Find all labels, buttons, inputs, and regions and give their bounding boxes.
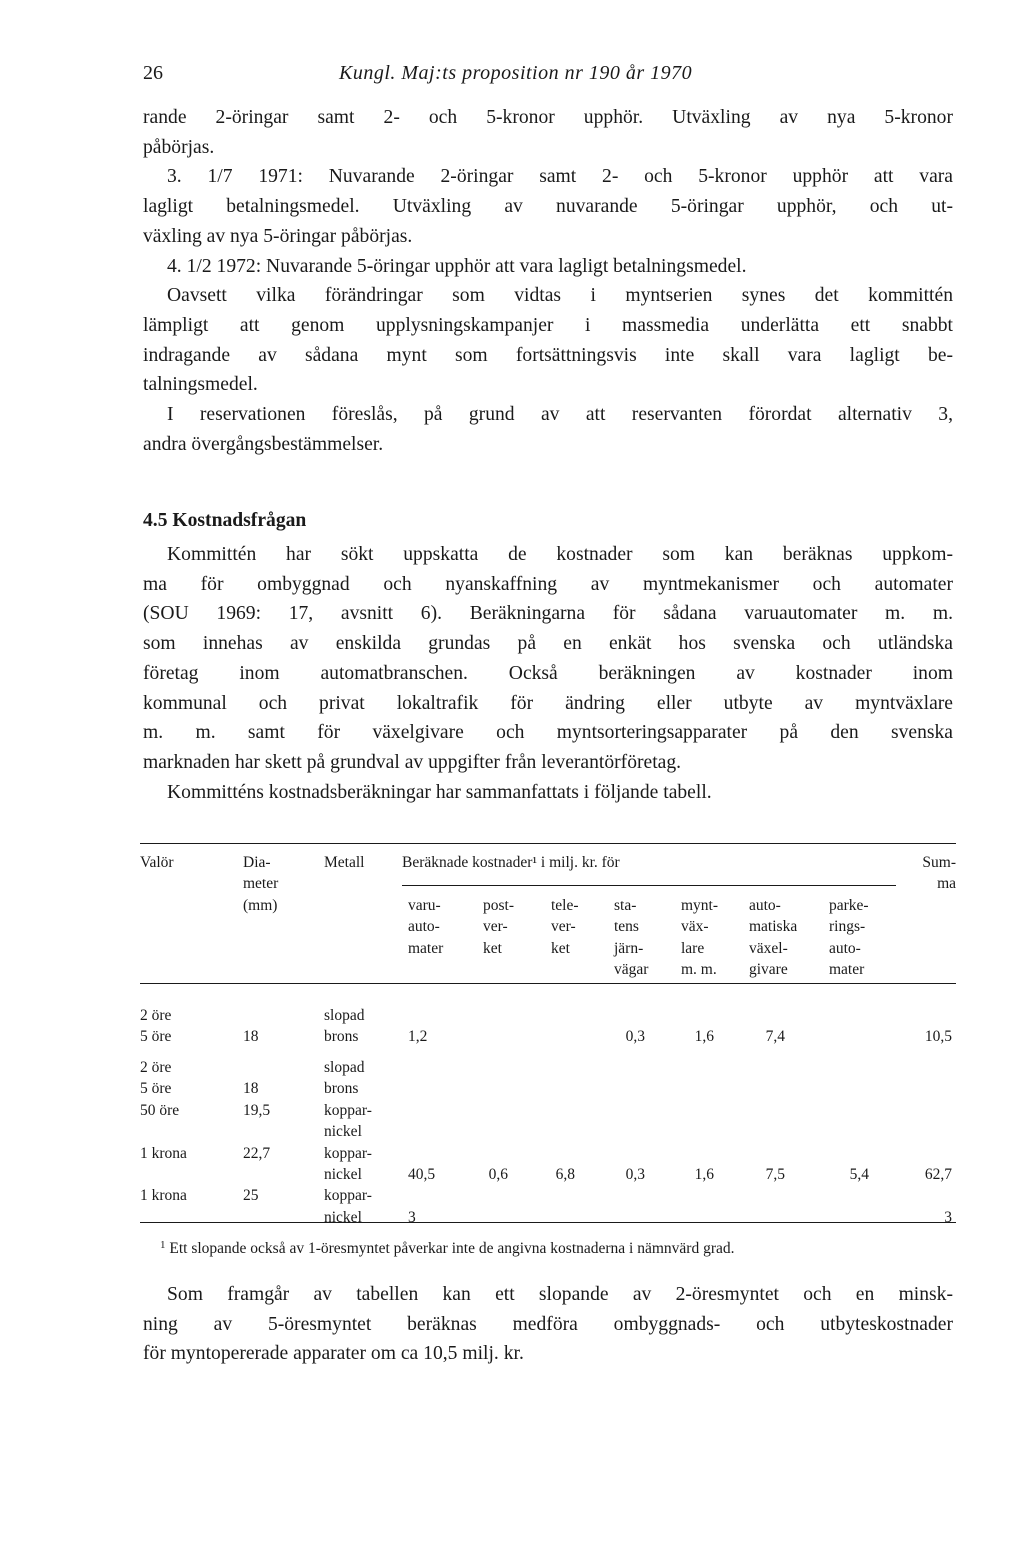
col-header-sub: mynt- bbox=[681, 896, 719, 914]
page-header bbox=[143, 62, 953, 92]
cell-valor: 50 öre bbox=[140, 1101, 180, 1119]
body-text-top bbox=[143, 103, 953, 459]
text-line: ning av 5-öresmyntet beräknas medföra ombyggnads- och utbyteskostnader bbox=[143, 1313, 953, 1335]
cell-value: 62,7 bbox=[924, 1166, 952, 1183]
cell-value: 1,2 bbox=[408, 1028, 428, 1046]
col-header-summa: Sum- bbox=[922, 854, 956, 871]
table-bottom-rule bbox=[140, 1222, 956, 1223]
cell-diameter: 19,5 bbox=[243, 1101, 271, 1119]
text-line: talningsmedel. bbox=[143, 374, 258, 396]
cost-table bbox=[140, 852, 956, 1226]
cell-diameter: 25 bbox=[243, 1187, 259, 1205]
cell-metall: koppar- bbox=[324, 1144, 372, 1162]
col-header-sub: ver- bbox=[483, 918, 508, 936]
col-header-metall: Metall bbox=[324, 854, 365, 871]
col-header-sub: växel- bbox=[749, 939, 788, 957]
text-line: Oavsett vilka förändringar som vidtas i myntserien synes det kommittén bbox=[167, 285, 953, 307]
col-header-sub: varu- bbox=[408, 896, 441, 914]
col-header-sub: auto- bbox=[408, 918, 440, 936]
text-line: växling av nya 5-öringar påbörjas. bbox=[143, 225, 413, 247]
text-line: som innehas av enskilda grundas på en enkät hos svenska och utländska bbox=[143, 633, 953, 655]
body-text-cost bbox=[143, 540, 953, 807]
col-header-sub: mater bbox=[829, 961, 865, 978]
cell-value: 1,6 bbox=[694, 1028, 714, 1046]
text-line: för myntopererade apparater om ca 10,5 milj. kr. bbox=[143, 1343, 524, 1365]
cell-metall: nickel bbox=[324, 1166, 362, 1183]
cell-metall: slopad bbox=[324, 1059, 365, 1076]
body-text-bottom bbox=[143, 1280, 953, 1369]
text-line: lagligt betalningsmedel. Utväxling av nuvarande 5-öringar upphör, och ut- bbox=[143, 196, 953, 218]
text-line: 4. 1/2 1972: Nuvarande 5-öringar upphör att vara lagligt betalningsmedel. bbox=[167, 255, 747, 277]
cell-valor: 1 krona bbox=[140, 1144, 187, 1162]
text-line: Kommitténs kostnadsberäkningar har sammanfattats i följande tabell. bbox=[167, 781, 712, 803]
cell-value: 10,5 bbox=[924, 1028, 952, 1046]
col-header-sub: m. m. bbox=[681, 961, 717, 978]
cell-diameter: 18 bbox=[243, 1080, 259, 1098]
footnote-marker: 1 bbox=[160, 1239, 166, 1251]
text-line: (SOU 1969: 17, avsnitt 6). Beräkningarna för sådana varuautomater m. m. bbox=[143, 603, 953, 625]
col-header-sub: mater bbox=[408, 939, 444, 957]
text-line: I reservationen föreslås, på grund av att reservanten förordat alternativ 3, bbox=[167, 404, 953, 426]
text-line: andra övergångsbestämmelser. bbox=[143, 433, 384, 455]
cell-valor: 2 öre bbox=[140, 1059, 172, 1076]
col-header-sub: sta- bbox=[614, 896, 637, 914]
running-title: Kungl. Maj:ts proposition nr 190 år 1970 bbox=[339, 62, 693, 84]
cell-value: 5,4 bbox=[849, 1166, 869, 1183]
page-number: 26 bbox=[143, 62, 163, 84]
text-line: Kommittén har sökt uppskatta de kostnader som kan beräknas uppkom- bbox=[167, 544, 953, 565]
cell-metall: nickel bbox=[324, 1208, 362, 1226]
cell-metall: brons bbox=[324, 1080, 359, 1098]
footnote bbox=[160, 1240, 735, 1258]
col-header-sub: rings- bbox=[829, 918, 866, 936]
table-header-rule bbox=[140, 983, 956, 984]
cell-valor: 5 öre bbox=[140, 1080, 172, 1098]
text-line: rande 2-öringar samt 2- och 5-kronor upphör. Utväxling av nya 5-kronor bbox=[143, 107, 953, 128]
cell-metall: nickel bbox=[324, 1123, 362, 1141]
col-header-sub: väx- bbox=[681, 918, 709, 936]
col-header-summa: ma bbox=[937, 875, 956, 893]
col-header-sub: vägar bbox=[614, 961, 649, 978]
text-line: indragande av sådana mynt som fortsättningsvis inte skall vara lagligt be- bbox=[143, 344, 953, 366]
cell-valor: 1 krona bbox=[140, 1187, 187, 1205]
cell-value: 0,3 bbox=[625, 1028, 645, 1046]
col-header-sub: parke- bbox=[829, 896, 869, 914]
col-header-diameter: (mm) bbox=[243, 896, 278, 914]
cell-value: 3 bbox=[408, 1208, 416, 1226]
col-header-sub: post- bbox=[483, 896, 514, 914]
col-header-sub: matiska bbox=[749, 918, 798, 936]
cell-value: 6,8 bbox=[555, 1166, 575, 1183]
col-header-sub: lare bbox=[681, 939, 705, 957]
footnote-text: Ett slopande också av 1-öresmyntet påverkar inte de angivna kostnaderna i nämnvärd grad. bbox=[169, 1240, 735, 1257]
cell-diameter: 22,7 bbox=[243, 1144, 271, 1162]
cell-metall: koppar- bbox=[324, 1101, 372, 1119]
cell-value: 1,6 bbox=[694, 1166, 714, 1183]
cell-value: 40,5 bbox=[408, 1166, 436, 1183]
section-heading: 4.5 Kostnadsfrågan bbox=[143, 510, 307, 531]
text-line: Som framgår av tabellen kan ett slopande av 2-öresmyntet och en minsk- bbox=[167, 1284, 953, 1305]
text-line: m. m. samt för växelgivare och myntsorteringsapparater på den svenska bbox=[143, 722, 953, 744]
col-header-sub: givare bbox=[749, 961, 788, 978]
col-header-sub: ket bbox=[551, 939, 570, 957]
col-header-sub: ket bbox=[483, 939, 502, 957]
col-header-sub: tens bbox=[614, 918, 639, 936]
col-header-sub: järn- bbox=[614, 939, 644, 957]
cell-valor: 5 öre bbox=[140, 1028, 172, 1046]
text-line: företag inom automatbranschen. Också beräkningen av kostnader inom bbox=[143, 662, 953, 684]
col-header-diameter: Dia- bbox=[243, 854, 271, 871]
cell-value: 0,6 bbox=[488, 1166, 508, 1183]
cell-diameter: 18 bbox=[243, 1028, 259, 1046]
cell-value: 0,3 bbox=[625, 1166, 645, 1183]
text-line: lämpligt att genom upplysningskampanjer i massmedia underlätta ett snabbt bbox=[143, 314, 953, 336]
col-header-valor: Valör bbox=[140, 854, 174, 871]
cell-valor: 2 öre bbox=[140, 1007, 172, 1024]
col-header-group: Beräknade kostnader¹ i milj. kr. för bbox=[402, 854, 620, 871]
col-header-sub: auto- bbox=[749, 896, 781, 914]
table-top-rule bbox=[140, 843, 956, 844]
cell-value: 3 bbox=[944, 1208, 952, 1226]
cell-value: 7,4 bbox=[765, 1028, 785, 1046]
col-header-diameter: meter bbox=[243, 875, 279, 893]
group-header-rule bbox=[402, 885, 896, 886]
cell-value: 7,5 bbox=[765, 1166, 785, 1183]
cell-metall: koppar- bbox=[324, 1187, 372, 1205]
text-line: 3. 1/7 1971: Nuvarande 2-öringar samt 2- och 5-kronor upphör att vara bbox=[167, 166, 953, 188]
cell-metall: brons bbox=[324, 1028, 359, 1046]
text-line: ma för ombyggnad och nyanskaffning av myntmekanismer och automater bbox=[143, 573, 953, 595]
col-header-sub: tele- bbox=[551, 896, 579, 914]
text-line: kommunal och privat lokaltrafik för ändring eller utbyte av myntväxlare bbox=[143, 692, 953, 714]
col-header-sub: auto- bbox=[829, 939, 861, 957]
cell-metall: slopad bbox=[324, 1007, 365, 1024]
text-line: marknaden har skett på grundval av uppgifter från leverantörföretag. bbox=[143, 751, 682, 773]
text-line: påbörjas. bbox=[143, 136, 215, 158]
col-header-sub: ver- bbox=[551, 918, 576, 936]
